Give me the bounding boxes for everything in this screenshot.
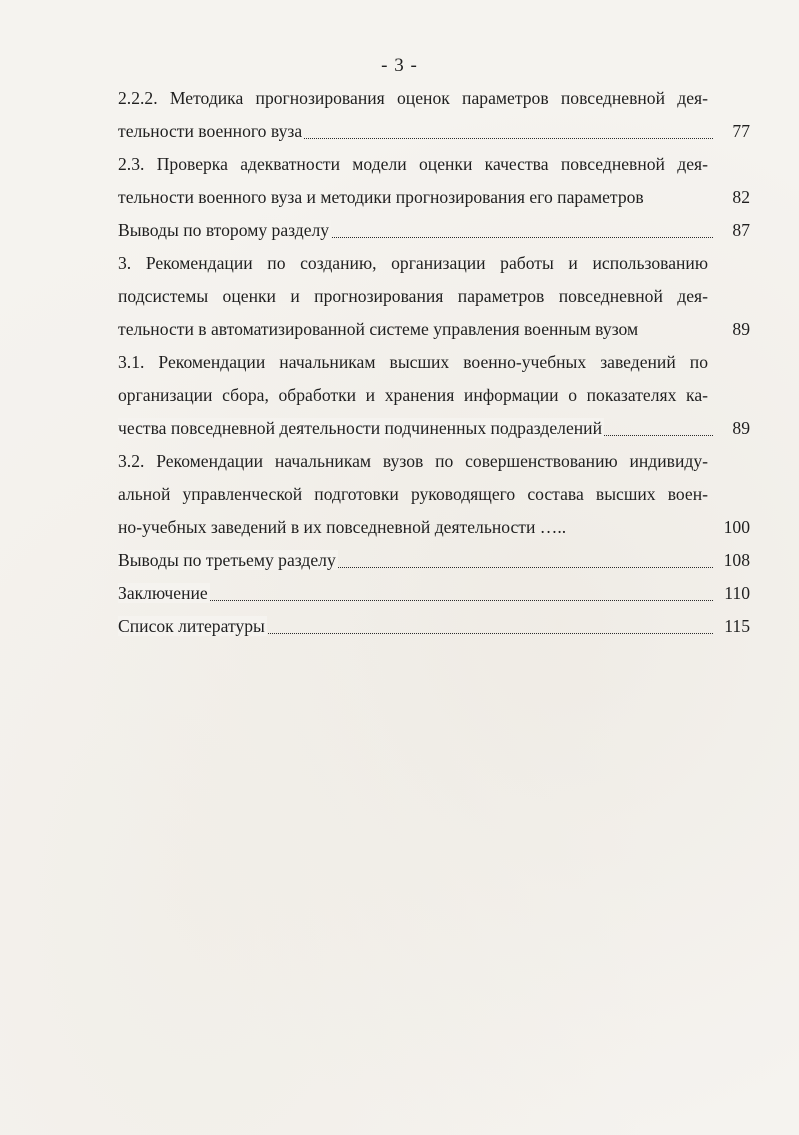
toc-entry-text: тельности в автоматизированной системе управления военным вузом	[118, 319, 639, 339]
toc-entry-text: 3.1. Рекомендации начальникам высших военно-учебных заведений по	[118, 352, 708, 372]
toc-entry-page: 82	[732, 187, 750, 207]
toc-entry-text: 2.3. Проверка адекватности модели оценки качества повседневной дея-	[118, 154, 708, 174]
toc-entry	[118, 346, 750, 379]
toc-entry	[118, 445, 750, 478]
toc-entry	[118, 379, 750, 412]
page-number: - 3 -	[381, 55, 418, 76]
toc-entry	[118, 478, 750, 511]
toc-entry-text	[118, 412, 713, 445]
toc-entry	[118, 82, 750, 115]
toc-entry-page: 89	[732, 418, 750, 438]
toc-entry-text: 3.2. Рекомендации начальникам вузов по совершенствованию индивиду-	[118, 451, 708, 471]
toc-entry-page: 89	[732, 319, 750, 339]
toc-entry-page: 100	[723, 517, 750, 537]
toc-entry-page: 77	[732, 121, 750, 141]
toc-entry	[118, 313, 750, 346]
toc-entry-text	[118, 214, 713, 247]
toc-entry	[118, 148, 750, 181]
toc-entry	[118, 610, 750, 643]
toc-entry-text: альной управленческой подготовки руководящего состава высших воен-	[118, 484, 708, 504]
toc-entry	[118, 544, 750, 577]
toc-entry	[118, 115, 750, 148]
toc-entry-page: 108	[723, 550, 750, 570]
toc-entry-page: 115	[724, 616, 750, 636]
toc-entry	[118, 577, 750, 610]
toc-entry-text: организации сбора, обработки и хранения информации о показателях ка-	[118, 385, 708, 405]
toc-entry-title: Выводы по третьему разделу	[118, 550, 336, 570]
toc-entry-text	[118, 577, 713, 610]
toc-entry	[118, 280, 750, 313]
toc-entry-text: 3. Рекомендации по созданию, организации работы и использованию	[118, 253, 708, 273]
toc-entry-text: подсистемы оценки и прогнозирования параметров повседневной дея-	[118, 286, 708, 306]
toc-entry	[118, 412, 750, 445]
toc-entry-title: Выводы по второму разделу	[118, 220, 330, 240]
toc-entry-page: 110	[724, 583, 750, 603]
toc-entry-page: 87	[732, 220, 750, 240]
toc-entry	[118, 181, 750, 214]
toc-entry-text	[118, 544, 713, 577]
toc-entry-title: тельности военного вуза	[118, 121, 303, 141]
toc-entry-text: тельности военного вуза и методики прогнозирования его параметров	[118, 187, 644, 207]
toc-entry-text	[118, 115, 713, 148]
toc-entry-title: чества повседневной деятельности подчиненных подразделений	[118, 418, 602, 438]
toc-entry-text: 2.2.2. Методика прогнозирования оценок параметров повседневной дея-	[118, 88, 708, 108]
toc-entry-title: Список литературы	[118, 616, 265, 636]
toc-entry	[118, 214, 750, 247]
toc-entry-text	[118, 610, 713, 643]
table-of-contents	[118, 82, 750, 643]
toc-entry	[118, 247, 750, 280]
toc-entry-text: но-учебных заведений в их повседневной деятельности …..	[118, 517, 567, 537]
toc-entry	[118, 511, 750, 544]
toc-entry-title: Заключение	[118, 583, 208, 603]
